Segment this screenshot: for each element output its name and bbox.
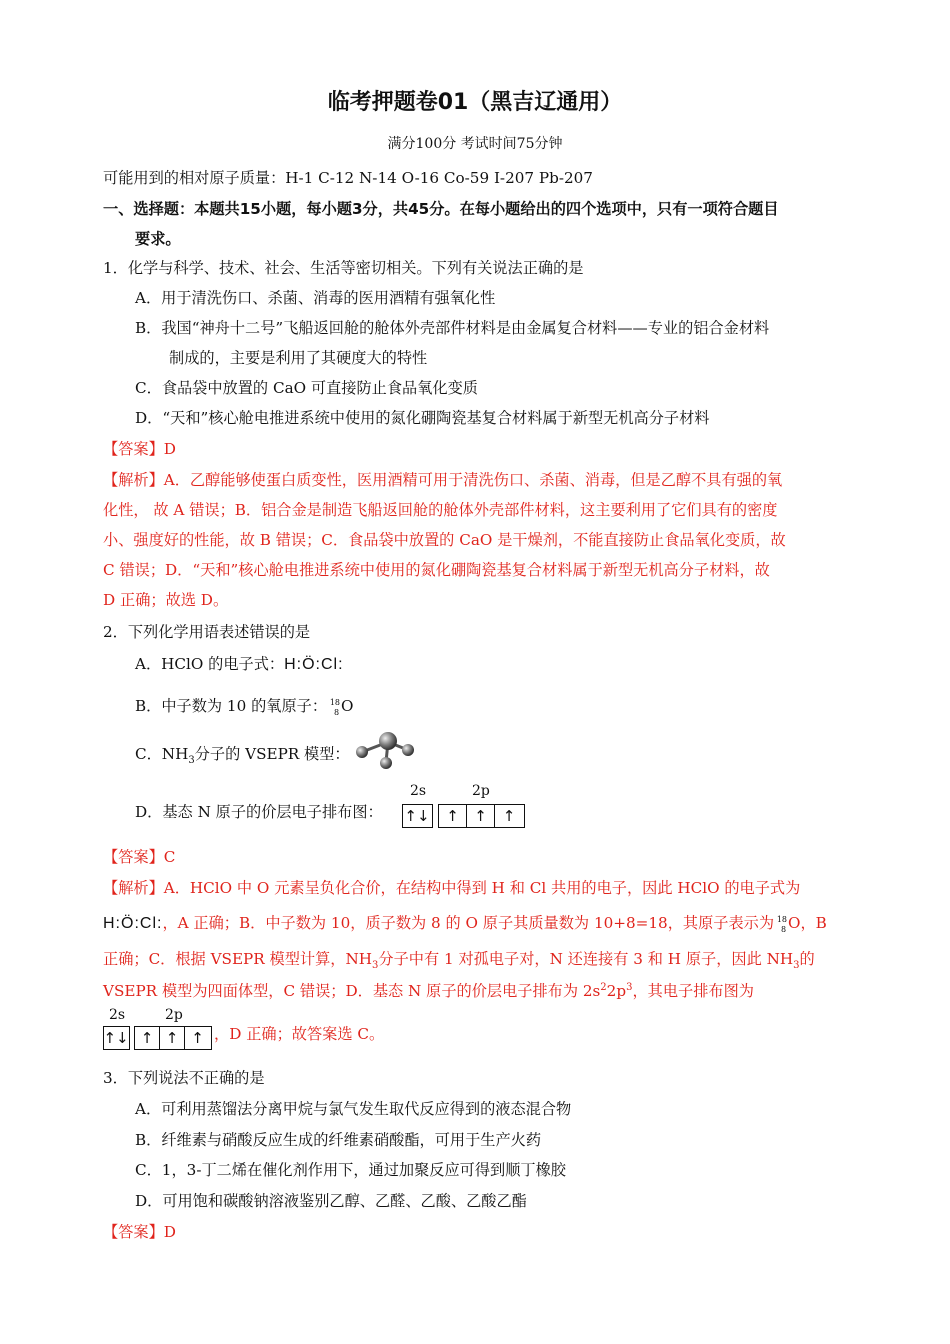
orbital-diagram (402, 782, 526, 832)
q2-analysis-line (103, 949, 815, 972)
answer-label: 【答案】 (103, 848, 164, 866)
q1-stem: 1．化学与科学、技术、社会、生活等密切相关。下列有关说法正确的是 (103, 259, 584, 277)
orbital-box-2s (402, 804, 433, 828)
q1-analysis-line: D 正确；故选 D。 (103, 591, 229, 609)
orbital-label-2p: 2p (165, 1007, 183, 1023)
q1-analysis-line: C 错误；D．“天和”核心舱电推进系统中使用的氮化硼陶瓷基复合材料属于新型无机高分子材料，故 (103, 561, 770, 579)
analysis-label: 【解析】 (103, 471, 164, 489)
orbital-cell: ↑ (191, 1029, 204, 1047)
q1-option-b: B．我国“神舟十二号”飞船返回舱的舱体外壳部件材料是由金属复合材料——专业的铝合金材料 (135, 319, 770, 337)
analysis-text: A．HClO 中 O 元素呈负化合价，在结构中得到 H 和 Cl 共用的电子，因此 HClO 的电子式为 (163, 879, 801, 897)
analysis-text: 正确；C．根据 VSEPR 模型计算，NH (103, 950, 372, 968)
element-symbol: O (341, 697, 354, 715)
q3-option-a: A．可利用蒸馏法分离甲烷与氯气发生取代反应得到的液态混合物 (135, 1100, 572, 1118)
orbital-label-2p: 2p (472, 783, 490, 799)
option-text: A．HClO 的电子式： (135, 655, 285, 673)
orbital-cell: ↑ (502, 807, 516, 825)
atomic-masses: 可能用到的相对原子质量：H-1 C-12 N-14 O-16 Co-59 I-207 Pb-207 (103, 169, 593, 187)
q3-option-d: D．可用饱和碳酸钠溶液鉴别乙醇、乙醛、乙酸、乙酸乙酯 (135, 1192, 527, 1210)
analysis-label: 【解析】 (103, 879, 164, 897)
atomic-number: 8 (780, 925, 787, 934)
atomic-number: 8 (333, 708, 340, 717)
orbital-box-2s (103, 1026, 130, 1050)
analysis-text: 分子中有 1 对孤电子对，N 还连接有 3 和 H 原子，因此 NH (378, 950, 794, 968)
analysis-text: 的 (799, 950, 815, 968)
analysis-text: A．乙醇能够使蛋白质变性，医用酒精可用于清洗伤口、杀菌、消毒，但是乙醇不具有强的氧 (163, 471, 783, 489)
analysis-text: 2p (606, 982, 627, 1000)
orbital-diagram (103, 1006, 211, 1054)
orbital-box-2p (438, 804, 525, 828)
q2-option-a (135, 654, 344, 675)
mass-number: 18 (329, 698, 341, 707)
q2-answer (103, 847, 175, 867)
orbital-cell: ↑ (135, 1027, 160, 1049)
superscript: 3 (626, 981, 633, 993)
q3-answer (103, 1222, 176, 1242)
q2-option-c (135, 744, 350, 767)
page-subtitle: 满分100分 考试时间75分钟 (387, 136, 563, 152)
q1-analysis-line: 小、强度好的性能，故 B 错误；C．食品袋中放置的 CaO 是干燥剂，不能直接防止食品氧化变质，故 (103, 531, 786, 549)
q1-option-d: D．“天和”核心舱电推进系统中使用的氮化硼陶瓷基复合材料属于新型无机高分子材料 (135, 409, 710, 427)
q1-analysis-line (103, 470, 782, 490)
analysis-text: ，A 正确；B．中子数为 10，质子数为 8 的 O 原子其质量数为 10+8=18，其原子表示为 (162, 914, 775, 932)
superscript: 2 (600, 981, 607, 993)
answer-value: D (163, 1223, 176, 1241)
q1-option-b-cont: 制成的，主要是利用了其硬度大的特性 (169, 349, 428, 367)
analysis-text: O，B (788, 914, 827, 932)
orbital-cell: ↑↓ (103, 1029, 129, 1047)
subscript: 3 (793, 960, 800, 972)
orbital-label-2s: 2s (109, 1007, 126, 1023)
subscript: 3 (372, 960, 379, 972)
hclo-lewis-structure: H:Ö:Cl: (284, 656, 344, 673)
ball-stick-model-icon (350, 728, 420, 772)
q2-option-b (135, 696, 353, 717)
q1-option-a: A．用于清洗伤口、杀菌、消毒的医用酒精有强氧化性 (135, 289, 496, 307)
q2-analysis-line: ，D 正确；故答案选 C。 (214, 1025, 385, 1043)
q1-analysis-line: 化性， 故 A 错误；B．铝合金是制造飞船返回舱的舱体外壳部件材料，这主要利用了它们具有的密度 (103, 501, 778, 519)
orbital-cell: ↑ (439, 805, 467, 827)
option-text: B．中子数为 10 的氧原子： (135, 697, 328, 715)
section-heading-cont: 要求。 (135, 230, 181, 248)
q2-analysis-line (103, 981, 754, 1001)
option-text: 分子的 VSEPR 模型： (194, 745, 350, 763)
q1-option-c: C．食品袋中放置的 CaO 可直接防止食品氧化变质 (135, 379, 478, 397)
mass-number: 18 (776, 915, 788, 924)
q2-analysis-line (103, 878, 800, 898)
answer-label: 【答案】 (103, 440, 164, 458)
orbital-cell: ↑↓ (404, 807, 430, 825)
option-text: C．NH (135, 745, 189, 763)
isotope-notation (327, 697, 341, 717)
orbital-label-2s: 2s (410, 783, 427, 799)
orbital-cell: ↑ (467, 805, 495, 827)
answer-label: 【答案】 (103, 1223, 164, 1241)
q2-option-d: D．基态 N 原子的价层电子排布图： (135, 803, 383, 821)
hclo-lewis-structure: H:Ö:Cl: (103, 915, 163, 932)
q2-analysis-line (103, 913, 827, 934)
isotope-notation (774, 914, 788, 934)
page-title: 临考押题卷01（黑吉辽通用） (327, 90, 623, 115)
q3-option-b: B．纤维素与硝酸反应生成的纤维素硝酸酯，可用于生产火药 (135, 1131, 542, 1149)
orbital-box-2p (134, 1026, 212, 1050)
analysis-text: VSEPR 模型为四面体型，C 错误；D．基态 N 原子的价层电子排布为 2s (103, 982, 601, 1000)
section-heading: 一、选择题：本题共15小题，每小题3分，共45分。在每小题给出的四个选项中，只有一项符合题目 (103, 200, 779, 218)
q3-stem: 3．下列说法不正确的是 (103, 1069, 265, 1087)
q1-answer (103, 439, 176, 459)
q2-stem: 2．下列化学用语表述错误的是 (103, 623, 311, 641)
q3-option-c: C．1，3-丁二烯在催化剂作用下，通过加聚反应可得到顺丁橡胶 (135, 1161, 566, 1179)
subscript: 3 (188, 755, 195, 767)
answer-value: C (163, 848, 176, 866)
answer-value: D (163, 440, 176, 458)
orbital-cell: ↑ (160, 1027, 185, 1049)
analysis-text: ，其电子排布图为 (632, 982, 754, 1000)
